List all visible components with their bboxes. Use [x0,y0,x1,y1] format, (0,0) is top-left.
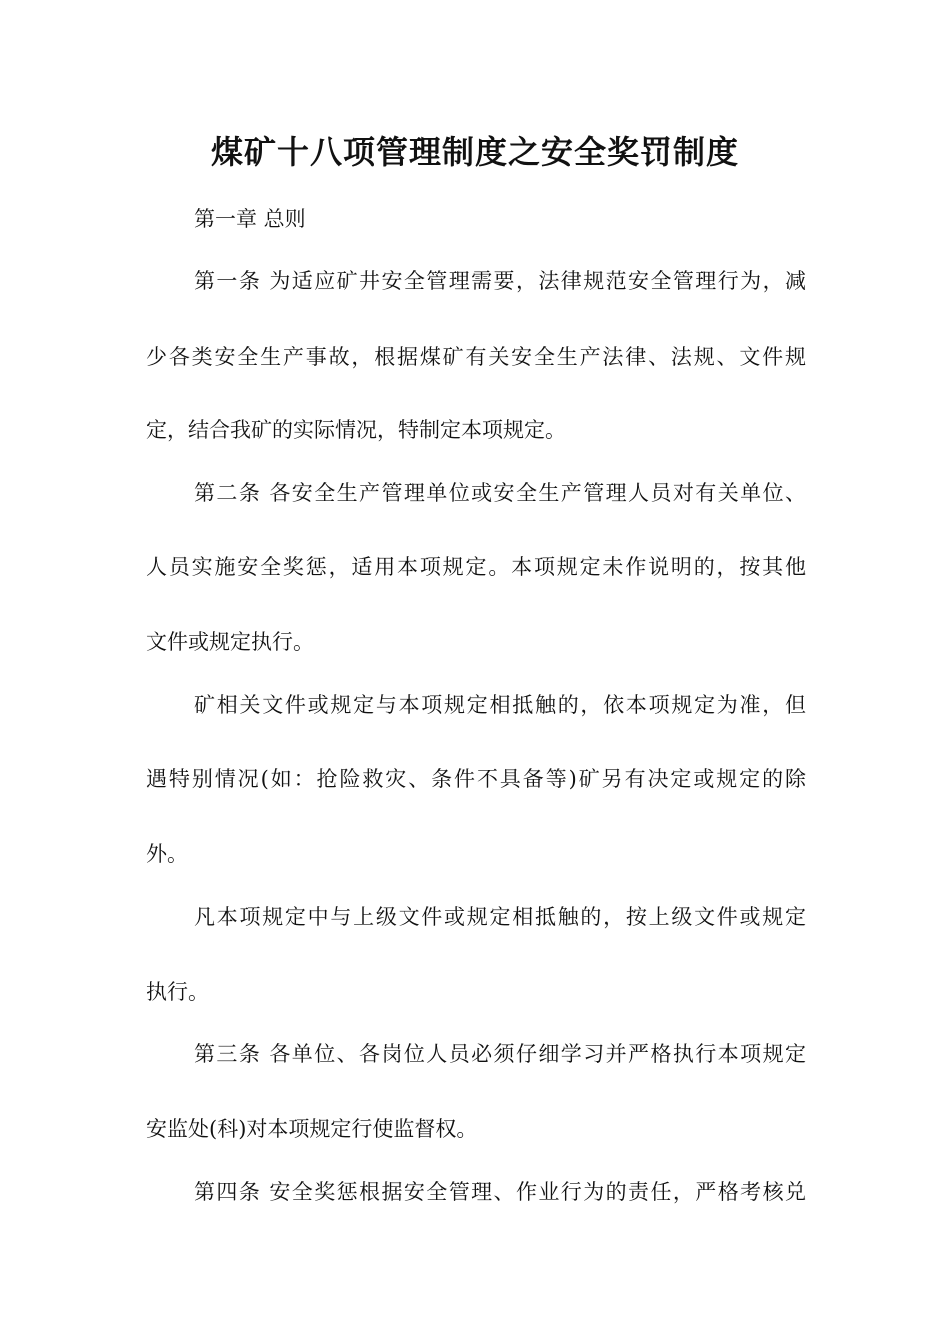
paragraph-line: 外。 [146,842,188,866]
paragraph-line: 矿相关文件或规定与本项规定相抵触的，依本项规定为准，但 [194,693,806,717]
paragraph-line: 第二条 各安全生产管理单位或安全生产管理人员对有关单位、 [194,481,806,505]
paragraph-line: 凡本项规定中与上级文件或规定相抵触的，按上级文件或规定 [194,905,806,929]
paragraph-line: 安监处(科)对本项规定行使监督权。 [146,1117,478,1141]
paragraph-line: 第三条 各单位、各岗位人员必须仔细学习并严格执行本项规定 [194,1042,806,1066]
paragraph-line: 第一条 为适应矿井安全管理需要，法律规范安全管理行为，减 [194,269,806,293]
chapter-heading: 第一章 总则 [194,207,306,231]
paragraph-line: 定，结合我矿的实际情况，特制定本项规定。 [146,418,566,442]
paragraph-line: 第四条 安全奖惩根据安全管理、作业行为的责任，严格考核兑 [194,1180,806,1204]
paragraph-line: 人员实施安全奖惩，适用本项规定。本项规定未作说明的，按其他 [146,555,806,579]
paragraph-line: 少各类安全生产事故，根据煤矿有关安全生产法律、法规、文件规 [146,345,806,369]
paragraph-line: 执行。 [146,980,209,1004]
paragraph-line: 文件或规定执行。 [146,630,314,654]
document-title: 煤矿十八项管理制度之安全奖罚制度 [210,133,739,171]
paragraph-line: 遇特别情况(如：抢险救灾、条件不具备等)矿另有决定或规定的除 [146,767,806,791]
